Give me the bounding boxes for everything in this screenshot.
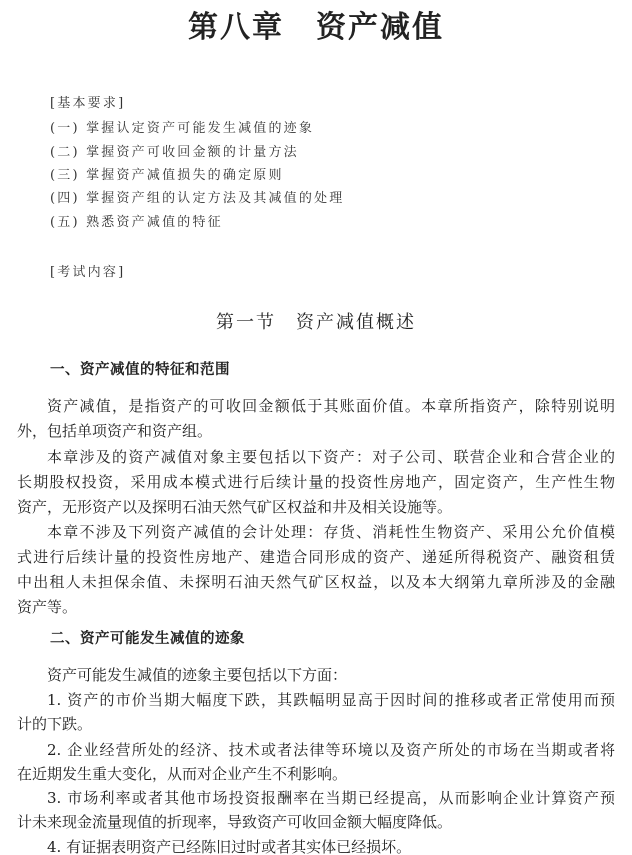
text-line: 1. 资产的市价当期大幅度下跌，其跌幅明显高于因时间的推移或者正常使用而预 <box>47 691 615 709</box>
requirement-item: (一) 掌握认定资产可能发生减值的迹象 <box>50 121 315 136</box>
text-line: 3. 市场利率或者其他市场投资报酬率在当期已经提高，从而影响企业计算资产预 <box>47 789 615 807</box>
text-line: 外，包括单项资产和资产组。 <box>17 422 213 440</box>
requirements-heading: [基本要求] <box>50 96 126 111</box>
part1-heading: 一、资产减值的特征和范围 <box>50 362 230 378</box>
part2-heading: 二、资产可能发生减值的迹象 <box>50 631 245 647</box>
chapter-title: 第八章 资产减值 <box>188 10 444 45</box>
text-line: 本章涉及的资产减值对象主要包括以下资产：对子公司、联营企业和合营企业的 <box>47 448 615 466</box>
text-line: 式进行后续计量的投资性房地产、建造合同形成的资产、递延所得税资产、融资租赁 <box>17 548 615 566</box>
text-line: 资产，无形资产以及探明石油天然气矿区权益和井及相关设施等。 <box>17 498 453 516</box>
text-line: 资产等。 <box>17 598 78 616</box>
section-title: 第一节 资产减值概述 <box>216 312 416 333</box>
text-line: 计未来现金流量现值的折现率，导致资产可收回金额大幅度降低。 <box>17 813 453 831</box>
text-line: 2. 企业经营所处的经济、技术或者法律等环境以及资产所处的市场在当期或者将 <box>47 741 615 759</box>
exam-content-heading: [考试内容] <box>50 265 126 280</box>
text-line: 资产减值，是指资产的可收回金额低于其账面价值。本章所指资产，除特别说明 <box>47 397 615 415</box>
text-line: 长期股权投资，采用成本模式进行后续计量的投资性房地产，固定资产，生产性生物 <box>17 473 615 491</box>
text-line: 中出租人未担保余值、未探明石油天然气矿区权益，以及本大纲第九章所涉及的金融 <box>17 573 615 591</box>
requirement-item: (五) 熟悉资产减值的特征 <box>50 215 223 230</box>
text-line: 计的下跌。 <box>17 715 93 733</box>
requirement-item: (四) 掌握资产组的认定方法及其减值的处理 <box>50 191 345 206</box>
text-line: 在近期发生重大变化，从而对企业产生不利影响。 <box>17 765 348 783</box>
requirement-item: (二) 掌握资产可收回金额的计量方法 <box>50 145 299 160</box>
text-line: 4. 有证据表明资产已经陈旧过时或者其实体已经损坏。 <box>47 838 412 855</box>
text-line: 本章不涉及下列资产减值的会计处理：存货、消耗性生物资产、采用公允价值模 <box>47 523 615 541</box>
text-line: 资产可能发生减值的迹象主要包括以下方面： <box>47 666 348 684</box>
requirement-item: (三) 掌握资产减值损失的确定原则 <box>50 168 284 183</box>
